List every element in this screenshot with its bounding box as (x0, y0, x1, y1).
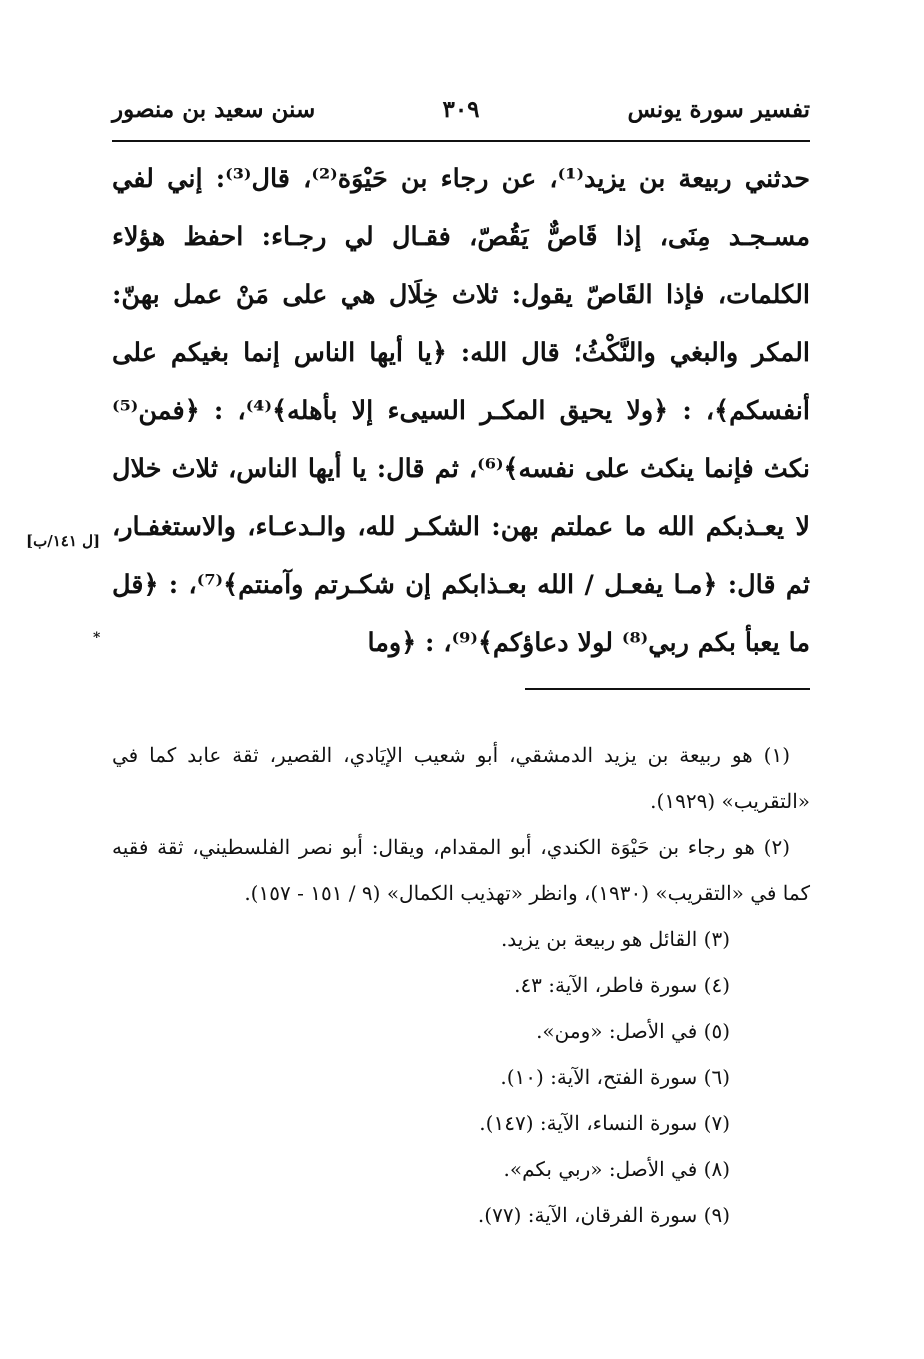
main-paragraph: حدثني ربيعة بن يزيد⁽¹⁾، عن رجاء بن حَيْوَة⁽²⁾، قال⁽³⁾: إني لفي مسـجـد مِنَى، إذا قَاصٌّ يَقُصّ، فقـال لي رجـاء: احفظ هؤلاء الكلمات، فإذا القَاصّ يقول: ثلاث خِلَال هي على مَنْ عمل بهنّ: المكر والبغي والنَّكْثُ؛ قال الله: ﴿يا أيها الناس إنما بغيكم على أنفسكم﴾، : ﴿ولا يحيق المكـر السيىء إلا بأهله﴾⁽⁴⁾، : ﴿فمن⁽⁵⁾ نكث فإنما ينكث على نفسه﴾⁽⁶⁾، ثم قال: يا أيها الناس، ثلاث خلال لا يعـذبكم الله ما عملتم بهن: الشكـر لله، والـدعـاء، والاستغفـار، ثم قال: ﴿مـا يفعـل / الله بعـذابكم إن شكـرتم وآمنتم﴾⁽⁷⁾، : ﴿قل ما يعبأ بكم ربي⁽⁸⁾ لولا دعاؤكم﴾⁽⁹⁾، : ﴿وما (112, 164, 811, 658)
page-number: ٣٠٩ (442, 96, 480, 123)
footnote-7: (٧) سورة النساء، الآية: (١٤٧). (479, 1111, 730, 1135)
footnote-8: (٨) في الأصل: «ربي بكم». (503, 1157, 730, 1181)
page-header (112, 92, 810, 136)
main-text-block (112, 150, 810, 672)
footnote-1: (١) هو ربيعة بن يزيد الدمشقي، أبو شعيب الإيَادي، القصير، ثقة عابد كما في «التقريب» (١٩٢٩). (112, 743, 810, 813)
footnotes-block (112, 732, 810, 1238)
header-rule (112, 140, 810, 142)
footnote-5: (٥) في الأصل: «ومن». (536, 1019, 730, 1043)
footnote-2: (٢) هو رجاء بن حَيْوَة الكندي، أبو المقدام، ويقال: أبو نصر الفلسطيني، ثقة فقيه كما في «التقريب» (١٩٣٠)، وانظر «تهذيب الكمال» (٩ / ١٥١ - ١٥٧). (112, 835, 810, 905)
footnote-6: (٦) سورة الفتح، الآية: (١٠). (500, 1065, 730, 1089)
running-head-book: سنن سعيد بن منصور (112, 96, 316, 123)
running-head-surah: تفسير سورة يونس (627, 96, 810, 123)
footnote-9: (٩) سورة الفرقان، الآية: (٧٧). (477, 1203, 730, 1227)
manuscript-folio-note: [ل ١٤١/ب] (26, 532, 101, 550)
footnote-rule (525, 688, 810, 690)
footnote-4: (٤) سورة فاطر، الآية: ٤٣. (514, 973, 730, 997)
margin-star-mark: * (93, 630, 101, 646)
footnote-3: (٣) القائل هو ربيعة بن يزيد. (500, 927, 730, 951)
